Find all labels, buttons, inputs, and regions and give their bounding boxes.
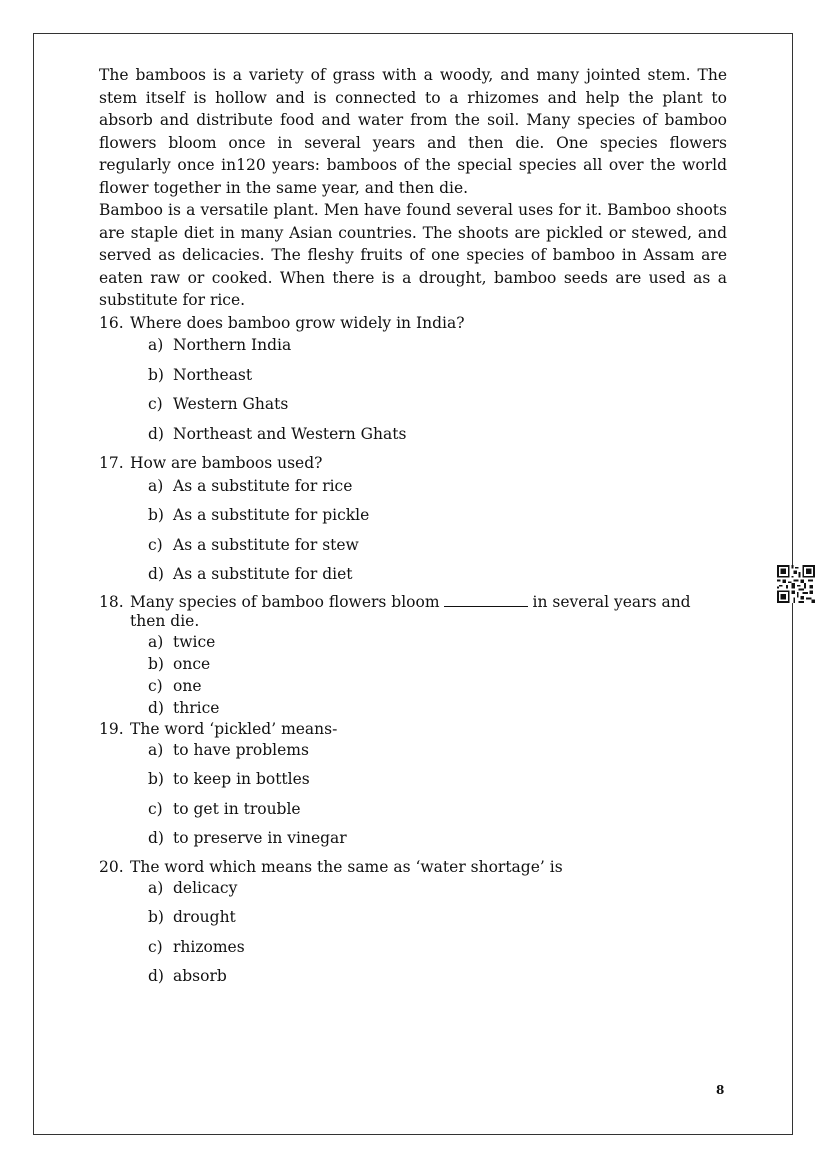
page-number: 8	[716, 1083, 725, 1097]
option-c: c) to get in trouble	[148, 799, 301, 818]
option-list	[148, 475, 727, 586]
question-text: Where does bamboo grow widely in India?	[130, 313, 465, 332]
qr-code-icon	[777, 565, 815, 603]
question-number: 19.	[99, 719, 124, 738]
option-d: d) Northeast and Western Ghats	[148, 424, 407, 443]
question-18	[99, 593, 727, 719]
option-b: b) drought	[148, 908, 236, 926]
option-d: d) to preserve in vinegar	[148, 829, 347, 847]
option-c: c) As a substitute for stew	[148, 535, 359, 554]
question-19	[99, 719, 727, 850]
option-list	[148, 739, 727, 850]
option-a: a) twice	[148, 632, 216, 651]
option-c: c) one	[148, 676, 202, 695]
option-list	[148, 631, 727, 719]
question-text: The word ‘pickled’ means-	[130, 719, 338, 738]
option-b: b) once	[148, 654, 211, 673]
passage-paragraph-1: The bamboos is a variety of grass with a woody, and many jointed stem. The stem itself is hollow and is connected to a rhizomes and help the plant to absorb and distribute food and water from the soil. Many species of bamboo flowers bloom once in several years and then die. One species flowers regularly once in120 years: bamboos of the special species all over the world flower together in the same year, and then die.	[99, 66, 727, 197]
option-b: b) to keep in bottles	[148, 770, 310, 788]
question-20	[99, 857, 727, 988]
question-number: 18.	[99, 592, 124, 611]
option-d: d) As a substitute for diet	[148, 565, 353, 583]
option-b: b) Northeast	[148, 365, 253, 384]
option-list	[148, 877, 727, 988]
question-number: 17.	[99, 454, 124, 472]
question-number: 16.	[99, 313, 124, 332]
fill-in-blank	[444, 594, 528, 607]
option-b: b) As a substitute for pickle	[148, 506, 370, 524]
option-d: d) thrice	[148, 698, 220, 717]
question-text: Many species of bamboo flowers bloom in several years and then die.	[130, 592, 691, 630]
question-text: How are bamboos used?	[130, 454, 323, 472]
option-list	[148, 334, 727, 445]
page-content	[99, 64, 727, 995]
question-number: 20.	[99, 857, 124, 876]
option-d: d) absorb	[148, 967, 227, 985]
question-17	[99, 452, 727, 586]
option-a: a) delicacy	[148, 878, 238, 897]
question-16	[99, 312, 727, 446]
question-text: The word which means the same as ‘water shortage’ is	[130, 857, 563, 876]
option-c: c) rhizomes	[148, 937, 245, 956]
option-a: a) to have problems	[148, 740, 309, 759]
option-a: a) Northern India	[148, 336, 292, 354]
passage-paragraph-2: Bamboo is a versatile plant. Men have found several uses for it. Bamboo shoots are staple diet in many Asian countries. The shoots are pickled or stewed, and served as delicacies. The fleshy fruits of one species of bamboo in Assam are eaten raw or cooked. When there is a drought, bamboo seeds are used as a substitute for rice.	[99, 201, 727, 309]
option-c: c) Western Ghats	[148, 395, 289, 413]
option-a: a) As a substitute for rice	[148, 476, 353, 495]
